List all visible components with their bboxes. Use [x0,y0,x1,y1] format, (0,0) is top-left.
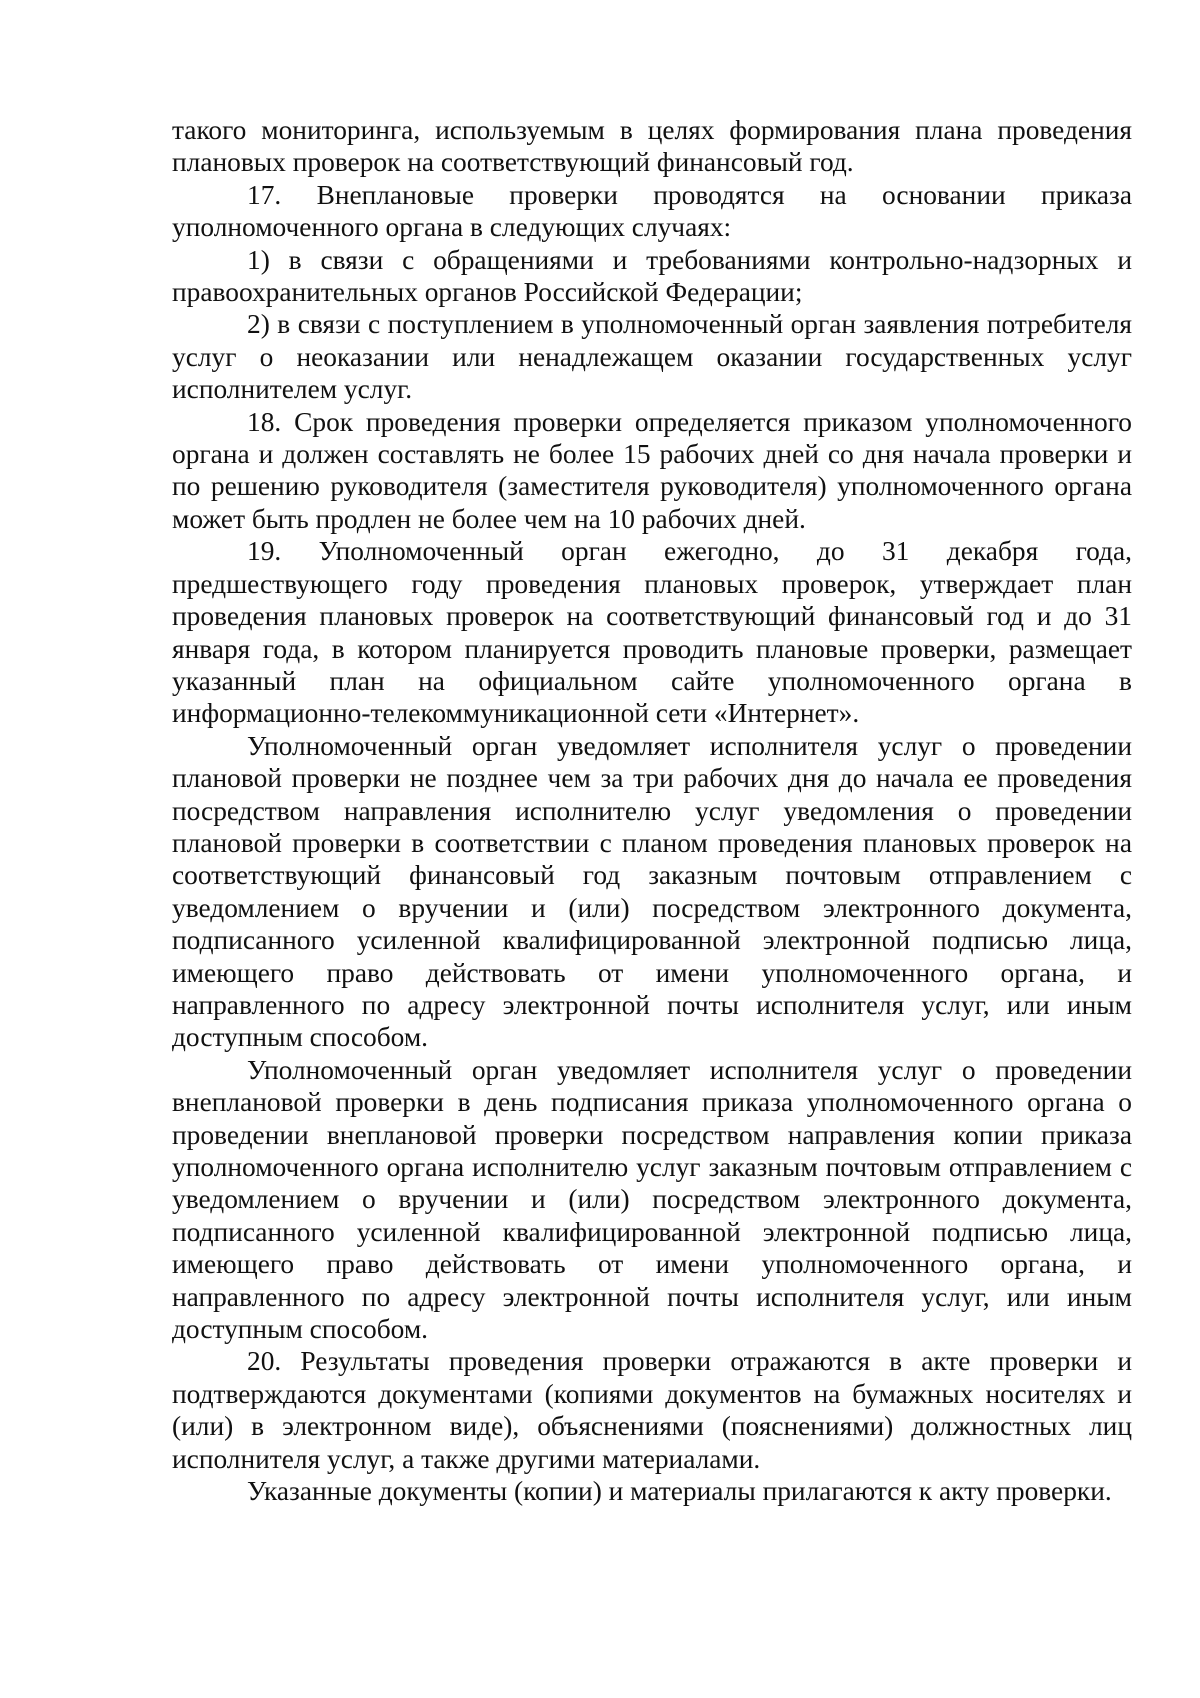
paragraph-19: 19. Уполномоченный орган ежегодно, до 31 декабря года, предшествующего году проведения плановых проверок, утверждает план проведения плановых проверок на соответствующий финансовый год и до 31 января года, в котором планируется проводить плановые проверки, размещает указанный план на официальном сайте уполномоченного органа в информационно-телекоммуникационной сети «Интернет». [172,536,1132,729]
paragraph-20-attachments: Указанные документы (копии) и материалы прилагаются к акту проверки. [247,1476,1112,1507]
paragraph-19-unplanned-notice: Уполномоченный орган уведомляет исполнителя услуг о проведении внеплановой проверки в день подписания приказа уполномоченного органа о проведении внеплановой проверки посредством направления копии приказа уполномоченного органа исполнителю услуг заказным почтовым отправлением с уведомлением о вручении и (или) посредством электронного документа, подписанного усиленной квалифицированной электронной подписью лица, имеющего право действовать от имени уполномоченного органа, и направленного по адресу электронной почты исполнителя услуг, или иным доступным способом. [172,1054,1132,1345]
paragraph-17-item-1: 1) в связи с обращениями и требованиями контрольно-надзорных и правоохранительных органов Российской Федерации; [172,244,1132,308]
paragraph-20: 20. Результаты проведения проверки отражаются в акте проверки и подтверждаются документами (копиями документов на бумажных носителях и (или) в электронном виде), объяснениями (пояснениями) должностных лиц исполнителя услуг, а также другими материалами. [172,1346,1132,1474]
paragraph-18: 18. Срок проведения проверки определяется приказом уполномоченного органа и должен составлять не более 15 рабочих дней со дня начала проверки и по решению руководителя (заместителя руководителя) уполномоченного органа может быть продлен не более чем на 10 рабочих дней. [172,406,1132,534]
paragraph-17: 17. Внеплановые проверки проводятся на основании приказа уполномоченного органа в следующих случаях: [172,179,1132,243]
paragraph-19-planned-notice: Уполномоченный орган уведомляет исполнителя услуг о проведении плановой проверки не позднее чем за три рабочих дня до начала ее проведения посредством направления исполнителю услуг уведомления о проведении плановой проверки в соответствии с планом проведения плановых проверок на соответствующий финансовый год заказным почтовым отправлением с уведомлением о вручении и (или) посредством электронного документа, подписанного усиленной квалифицированной электронной подписью лица, имеющего право действовать от имени уполномоченного органа, и направленного по адресу электронной почты исполнителя услуг, или иным доступным способом. [172,730,1132,1053]
document-page [172,114,1132,1507]
paragraph-continuation: такого мониторинга, используемым в целях формирования плана проведения плановых проверок на соответствующий финансовый год. [172,115,1132,178]
paragraph-17-item-2: 2) в связи с поступлением в уполномоченный орган заявления потребителя услуг о неоказании или ненадлежащем оказании государственных услуг исполнителем услуг. [172,309,1132,405]
